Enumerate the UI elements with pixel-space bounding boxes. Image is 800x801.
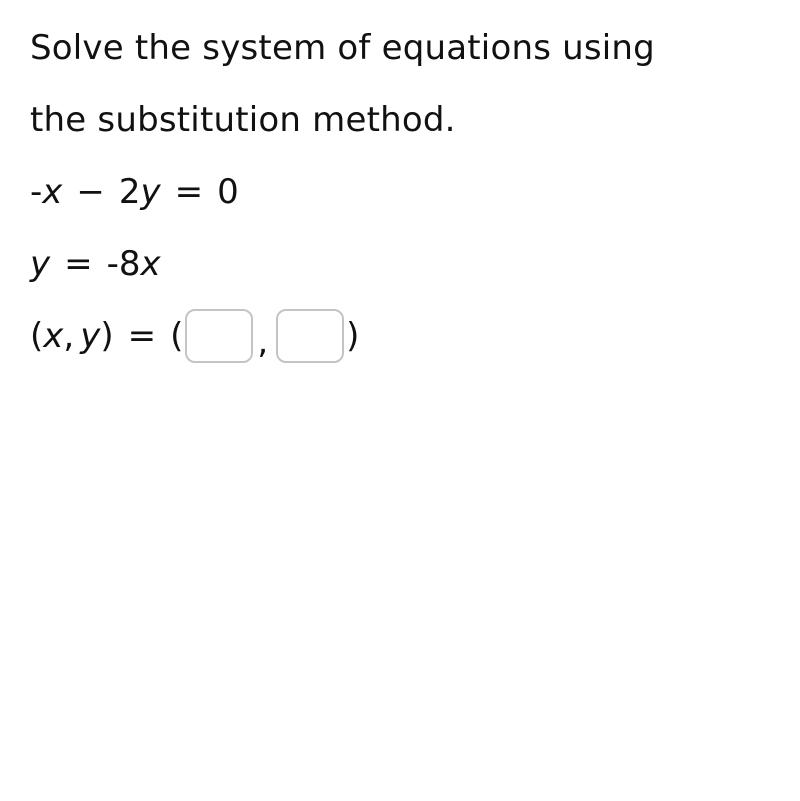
y-answer-input[interactable] [276,309,344,363]
answer-y-label: y [80,316,101,356]
answer-equals-sign: = [127,316,157,356]
answer-separator-comma: , [257,322,269,362]
equation-2 [30,228,780,300]
eq2-y-variable: y [30,244,51,284]
x-answer-input[interactable] [185,309,253,363]
eq1-rhs: 0 [217,172,239,212]
eq2-x-variable: x [140,244,161,284]
answer-open-paren: ( [30,316,44,356]
eq1-coefficient: 2 [118,172,141,212]
question-line-1: Solve the system of equations using [30,28,655,68]
answer-close-paren-2: ) [346,316,360,356]
answer-x-label: x [43,316,64,356]
eq1-equals-sign: = [174,172,204,212]
answer-close-paren: ) [100,316,114,356]
problem-content [30,12,780,372]
eq2-equals-sign: = [64,244,93,284]
answer-open-paren-2: ( [170,316,184,356]
answer-line [30,300,780,372]
eq1-y-variable: y [140,172,161,212]
equation-1 [30,156,780,228]
question-line-2: the substitution method. [30,100,456,140]
eq1-minus-operator: − [76,172,105,212]
eq2-rhs-coefficient: -8 [106,244,141,284]
eq1-x-variable: x [42,172,63,212]
eq1-negative-sign: - [30,172,43,212]
answer-inner-comma: , [63,316,75,356]
